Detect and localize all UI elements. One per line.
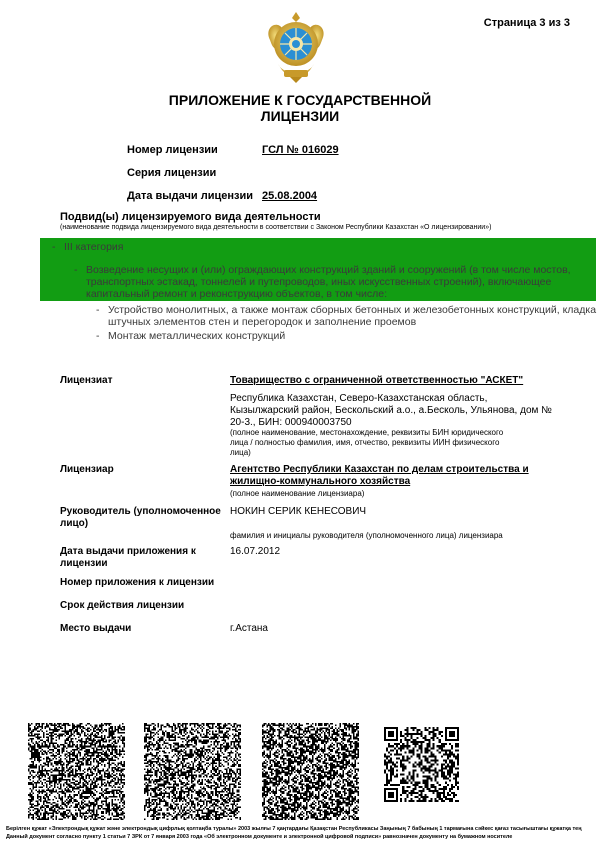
category-label: III категория [64,241,124,253]
bullet-dash-icon: - [96,330,100,342]
appendix-date-label-line1: Дата выдачи приложения к [60,546,196,557]
qr-code-icon [262,723,359,820]
appendix-date-value: 16.07.2012 [230,546,281,557]
licensee-note-line3: лица) [230,448,251,457]
licensor-label: Лицензиар [60,464,114,475]
document-title [0,92,600,124]
activity-note: (наименование подвида лицензируемого вида деятельности в соответствии с Законом Республики Казахстан «О лицензировании») [60,224,492,231]
head-note: фамилия и инициалы руководителя (уполномоченного лица) лицензиара [230,531,503,540]
page-number: Страница 3 из 3 [483,17,570,29]
appendix-date-label-line2: лицензии [60,558,108,569]
footer-russian: Данный документ согласно пункту 1 статьи 7 ЗРК от 7 января 2003 года «Об электронном документе и электронной цифровой подписи» равнозначен документу на бумажном носителе [6,834,513,840]
qr-code-icon [144,723,241,820]
license-date-label: Дата выдачи лицензии [127,190,253,202]
title-line-2: ЛИЦЕНЗИИ [260,108,340,124]
head-label [60,506,221,530]
qr-code-icon [384,727,459,802]
place-label: Место выдачи [60,623,132,634]
activity-subitem-2-text: Монтаж металлических конструкций [108,330,286,342]
activity-subitem-1-line2: штучных элементов стен и перегородок и заполнение проемов [108,316,417,328]
licensee-address-line2: Кызылжарский район, Бескольский а.о., а.Бесколь, Ульянова, дом № [230,405,552,416]
activity-subitem-1 [96,304,600,328]
kazakhstan-emblem-icon [262,10,330,84]
licensee-name: Товарищество с ограниченной ответственностью "АСКЕТ" [230,375,524,386]
licensee-label: Лицензиат [60,375,113,386]
appendix-number-label: Номер приложения к лицензии [60,577,215,588]
activity-item-1-line1: Возведение несущих и (или) ограждающих конструкций зданий и сооружений (в том числе мостов, [86,264,571,276]
bullet-dash-icon: - [74,264,78,276]
license-number-label: Номер лицензии [127,144,218,156]
licensee-note [230,428,503,458]
licensor-name-line2: жилищно-коммунального хозяйства [230,476,411,487]
license-date-value: 25.08.2004 [262,190,318,202]
licensee-address-line3: 20-3., БИН: 000940003750 [230,417,352,428]
activity-item-1 [74,264,600,300]
license-number-value: ГСЛ № 016029 [262,144,339,156]
activity-item-1-line3: капитальный ремонт и реконструкцию объектов, в том числе: [86,288,388,300]
licensor-name [230,464,529,488]
bullet-dash-icon: - [96,304,100,316]
head-label-line1: Руководитель (уполномоченное [60,506,221,517]
licensor-note: (полное наименование лицензиара) [230,489,365,498]
title-line-1: ПРИЛОЖЕНИЕ К ГОСУДАРСТВЕННОЙ [168,92,432,108]
activity-title: Подвид(ы) лицензируемого вида деятельности [60,211,321,223]
appendix-date-label [60,546,196,570]
licensee-note-line2: лица / полностью фамилия, имя, отчество, реквизиты ИИН физического [230,438,500,447]
licensee-address-line1: Республика Казахстан, Северо-Казахстанская область, [230,393,488,404]
head-label-line2: лицо) [60,518,89,529]
place-value: г.Астана [230,623,268,634]
head-value: НОКИН СЕРИК КЕНЕСОВИЧ [230,506,367,517]
licensee-address [230,393,552,429]
licensor-name-line1: Агентство Республики Казахстан по делам строительства и [230,464,529,475]
footer-kazakh: Берілген құжат «Электрондық құжат және электрондық цифрлық қолтаңба туралы» 2003 жылғы 7 қаңтардағы Қазақстан Республикасы Заңының 7 бабының 1 тармағына сәйкес қағаз тасығыштағы құжатқа тең [6,826,582,832]
licensee-note-line1: (полное наименование, местонахождение, реквизиты БИН юридического [230,428,504,437]
bullet-dash-icon: - [52,241,56,253]
qr-code-icon [28,723,125,820]
activity-item-1-line2: транспортных эстакад, тоннелей и путепроводов, иных искусственных строений), включающее [86,276,552,288]
activity-subitem-1-line1: Устройство монолитных, а также монтаж сборных бетонных и железобетонных конструкций, кладка [108,304,597,316]
license-series-label: Серия лицензии [127,167,217,179]
validity-label: Срок действия лицензии [60,600,185,611]
